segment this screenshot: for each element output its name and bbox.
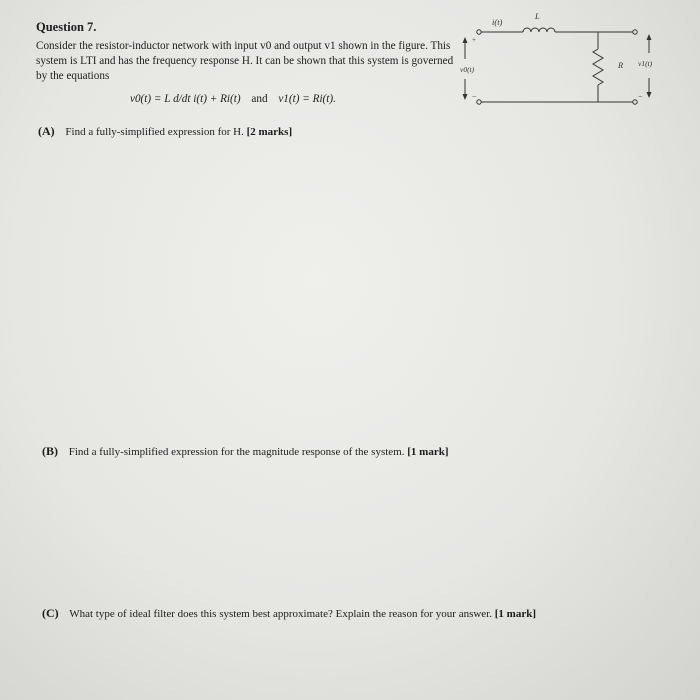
resistor-symbol [593, 49, 603, 85]
question-title: Question 7. [36, 20, 97, 34]
governing-equations [130, 93, 336, 105]
part-label: (C) [42, 606, 59, 620]
output-minus-sign: − [638, 92, 643, 101]
rl-circuit-diagram [455, 5, 665, 115]
part-text: Find a fully-simplified expression for the magnitude response of the system. [68, 446, 405, 458]
input-arrowhead-down [463, 94, 468, 100]
input-bottom-terminal [477, 100, 481, 104]
equation-conjunction: and [251, 93, 268, 105]
part-text: What type of ideal filter does this system best approximate? Explain the reason for your answer. [69, 608, 492, 620]
input-arrowhead-up [463, 37, 468, 43]
current-label: i(t) [492, 17, 503, 27]
input-voltage-label: v0(t) [460, 65, 475, 74]
input-top-terminal [477, 30, 481, 34]
input-plus-sign: + [472, 36, 476, 44]
output-voltage-label: v1(t) [638, 59, 653, 68]
equation-input: v0(t) = L d/dt i(t) + Ri(t) [130, 93, 241, 105]
part-marks: [2 marks] [246, 126, 293, 138]
output-arrowhead-down [647, 92, 652, 98]
question-part-c [42, 606, 536, 621]
resistor-label: R [618, 60, 624, 70]
output-arrowhead-up [647, 34, 652, 40]
question-intro: Consider the resistor-inductor network with input v0 and output v1 shown in the figure. This system is LTI and has the frequency response H. It can be shown that this system is governed by the equations [36, 40, 454, 82]
input-minus-sign: − [472, 92, 477, 101]
part-label: (B) [42, 444, 58, 458]
output-top-terminal [633, 30, 637, 34]
part-label: (A) [38, 124, 55, 138]
inductor-symbol [523, 28, 555, 32]
inductor-label: L [535, 11, 540, 21]
part-marks: [1 mark] [494, 608, 536, 620]
equation-output: v1(t) = Ri(t). [278, 93, 336, 105]
question-part-a [38, 124, 292, 139]
part-marks: [1 mark] [407, 446, 449, 458]
part-text: Find a fully-simplified expression for H. [65, 126, 244, 138]
question-part-b [42, 444, 449, 459]
output-bottom-terminal [633, 100, 637, 104]
